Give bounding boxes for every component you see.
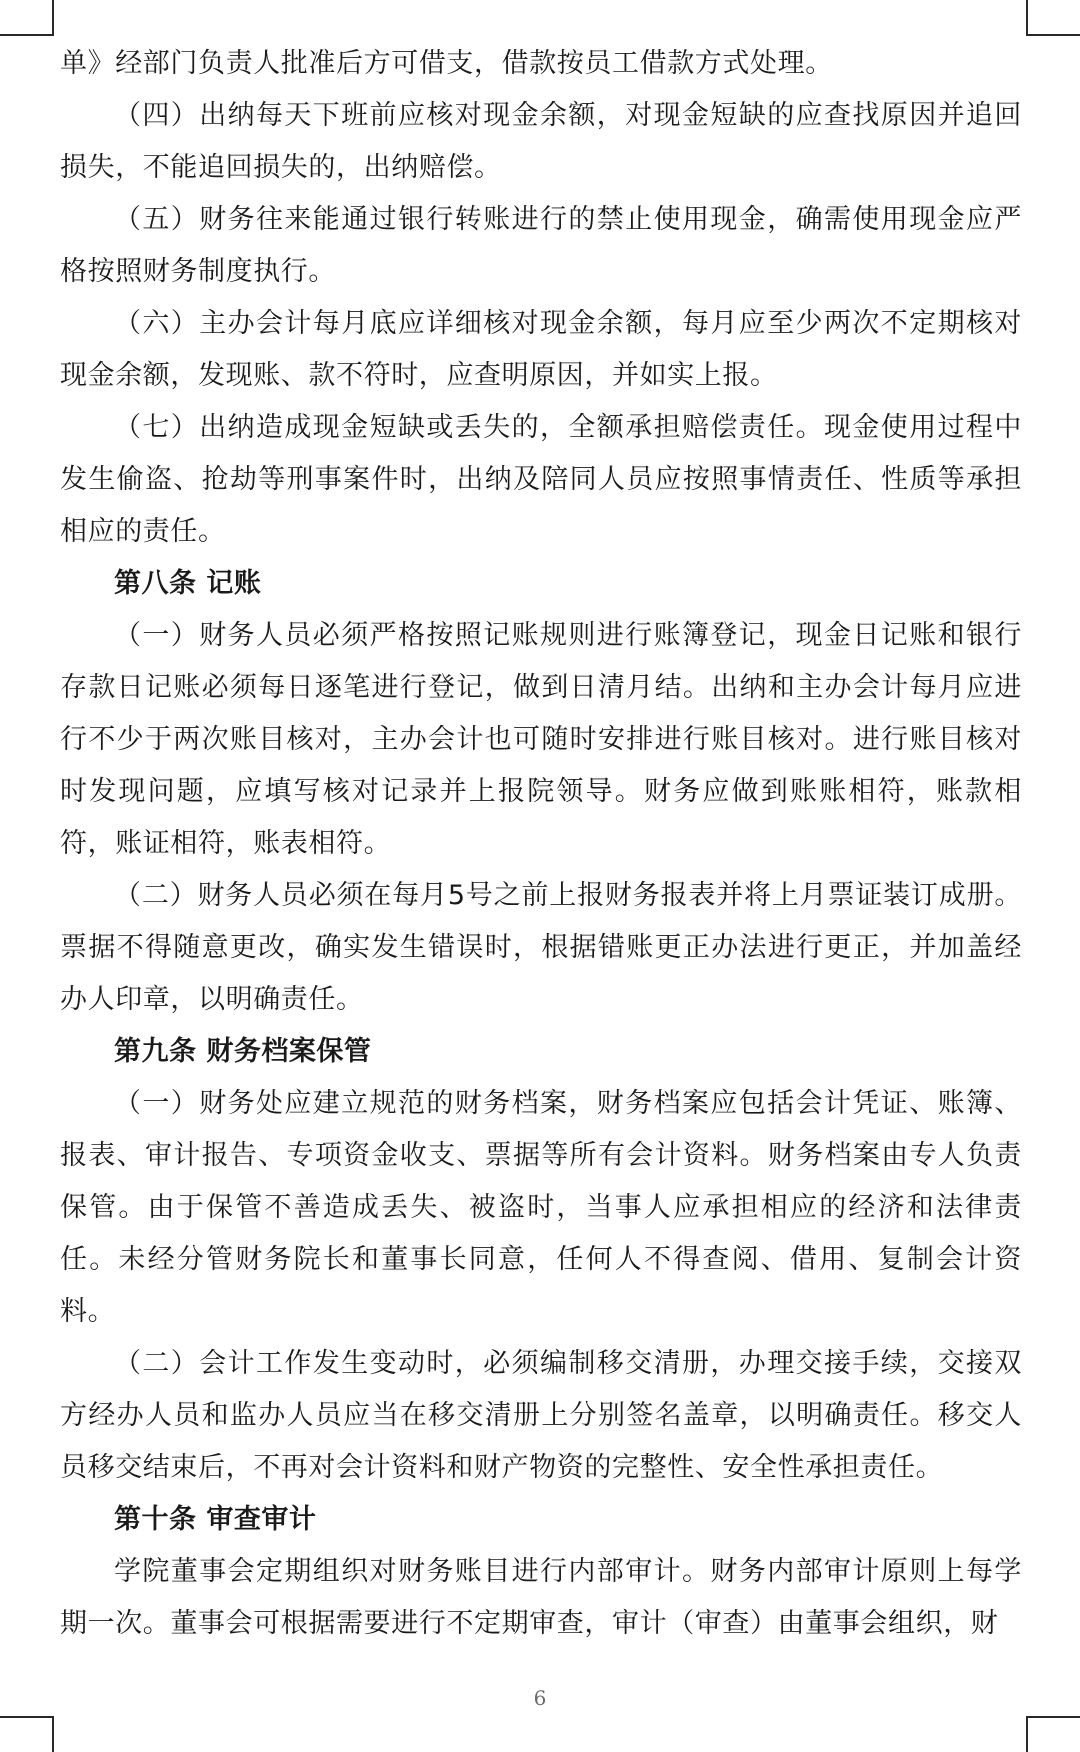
crop-mark-top-right-h: [1026, 34, 1080, 36]
paragraph-article-8-item-2: （二）财务人员必须在每月5号之前上报财务报表并将上月票证装订成册。票据不得随意更改，确实发生错误时，根据错账更正办法进行更正，并加盖经办人印章，以明确责任。: [60, 880, 1022, 1015]
crop-mark-bottom-right: [1026, 1716, 1028, 1752]
crop-mark-top-left-h: [0, 34, 54, 36]
paragraph-article-9-item-1: （一）财务处应建立规范的财务档案，财务档案应包括会计凭证、账簿、报表、审计报告、专项资金收支、票据等所有会计资料。财务档案由专人负责保管。由于保管不善造成丢失、被盗时，当事人应承担相应的经济和法律责任。未经分管财务院长和董事长同意，任何人不得查阅、借用、复制会计资料。: [60, 1088, 1022, 1327]
article-heading-8: 第八条 记账: [114, 568, 262, 599]
paragraph-item-7: （七）出纳造成现金短缺或丢失的，全额承担赔偿责任。现金使用过程中发生偷盗、抢劫等刑事案件时，出纳及陪同人员应按照事情责任、性质等承担相应的责任。: [60, 412, 1022, 547]
paragraph-item-5: （五）财务往来能通过银行转账进行的禁止使用现金，确需使用现金应严格按照财务制度执行。: [60, 204, 1022, 287]
crop-mark-top-right: [1026, 0, 1028, 36]
article-heading-10: 第十条 审查审计: [114, 1504, 317, 1535]
crop-mark-top-left: [52, 0, 54, 36]
article-heading-9: 第九条 财务档案保管: [114, 1036, 372, 1067]
document-body: [60, 38, 1022, 1650]
paragraph-article-10-body: 学院董事会定期组织对财务账目进行内部审计。财务内部审计原则上每学期一次。董事会可根据需要进行不定期审查，审计（审查）由董事会组织，财: [60, 1556, 1022, 1639]
paragraph-article-8-item-1: （一）财务人员必须严格按照记账规则进行账簿登记，现金日记账和银行存款日记账必须每日逐笔进行登记，做到日清月结。出纳和主办会计每月应进行不少于两次账目核对，主办会计也可随时安排进行账目核对。进行账目核对时发现问题，应填写核对记录并上报院领导。财务应做到账账相符，账款相符，账证相符，账表相符。: [60, 620, 1022, 859]
paragraph-article-9-item-2: （二）会计工作发生变动时，必须编制移交清册，办理交接手续，交接双方经办人员和监办人员应当在移交清册上分别签名盖章，以明确责任。移交人员移交结束后，不再对会计资料和财产物资的完整性、安全性承担责任。: [60, 1348, 1022, 1483]
crop-mark-bottom-right-h: [1026, 1716, 1080, 1718]
paragraph-item-4: （四）出纳每天下班前应核对现金余额，对现金短缺的应查找原因并追回损失，不能追回损失的，出纳赔偿。: [60, 100, 1022, 183]
crop-mark-bottom-left: [52, 1716, 54, 1752]
page-number: 6: [533, 1686, 547, 1710]
paragraph-continuation: 单》经部门负责人批准后方可借支，借款按员工借款方式处理。: [60, 48, 833, 79]
paragraph-item-6: （六）主办会计每月底应详细核对现金余额，每月应至少两次不定期核对现金余额，发现账、款不符时，应查明原因，并如实上报。: [60, 308, 1022, 391]
crop-mark-bottom-left-h: [0, 1716, 54, 1718]
